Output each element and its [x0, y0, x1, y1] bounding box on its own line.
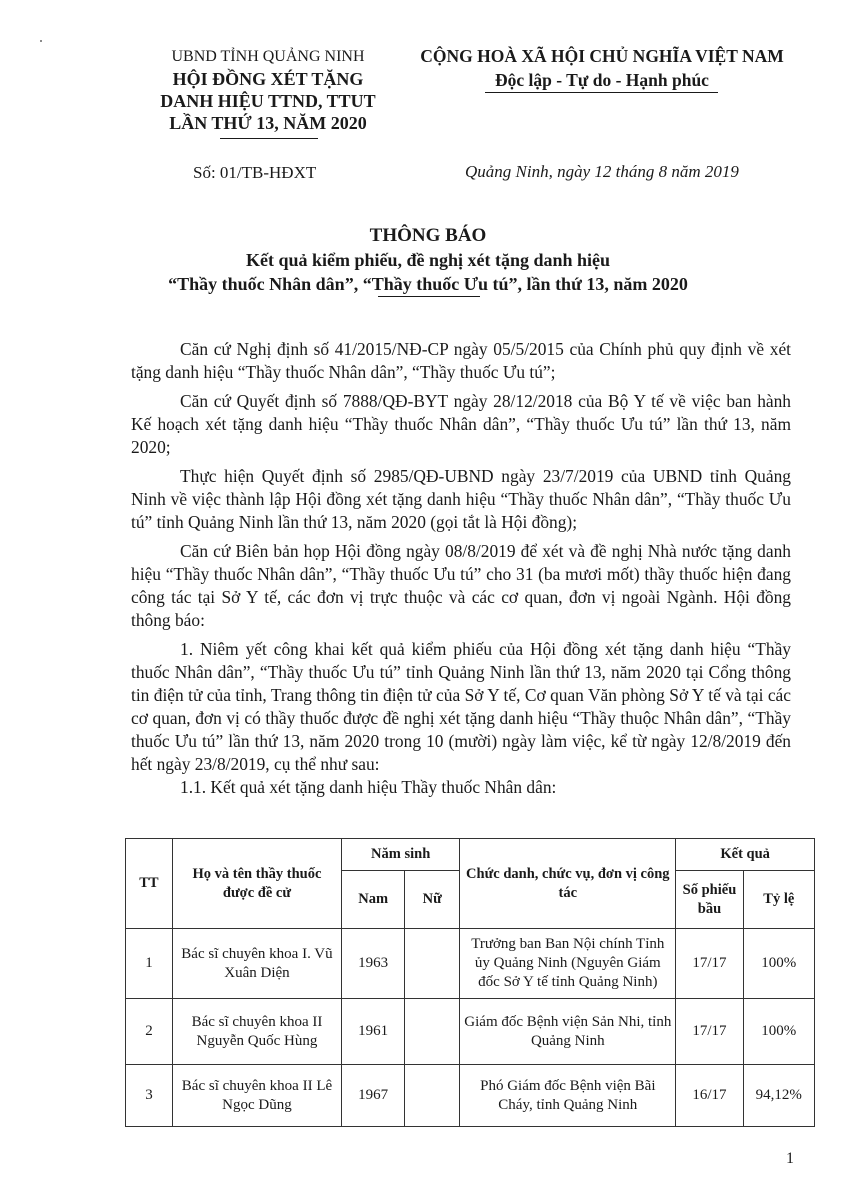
- cell-position: Phó Giám đốc Bệnh viện Bãi Cháy, tỉnh Quảng Ninh: [460, 1065, 676, 1127]
- cell-ratio: 100%: [743, 999, 814, 1065]
- authority-line-4: LẦN THỨ 13, NĂM 2020: [169, 113, 367, 133]
- cell-votes: 16/17: [676, 1065, 743, 1127]
- authority-line-1: UBND TỈNH QUẢNG NINH: [171, 48, 365, 65]
- cell-ratio: 100%: [743, 929, 814, 999]
- cell-votes: 17/17: [676, 999, 743, 1065]
- cell-male: 1961: [342, 999, 405, 1065]
- cell-tt: 2: [126, 999, 173, 1065]
- cell-tt: 1: [126, 929, 173, 999]
- results-table: [125, 838, 815, 1127]
- cell-ratio: 94,12%: [743, 1065, 814, 1127]
- document-title: THÔNG BÁO: [369, 225, 487, 246]
- cell-male: 1967: [342, 1065, 405, 1127]
- header-female: Nữ: [405, 871, 460, 929]
- table-row: [126, 929, 815, 999]
- issuing-authority: [118, 46, 418, 134]
- paragraph-legal-basis-4: Căn cứ Biên bản họp Hội đồng ngày 08/8/2019 để xét và đề nghị Nhà nước tặng danh hiệu “Thầy thuốc Nhân dân”, “Thầy thuốc Ưu tú” cho 31 (ba mươi mốt) thầy thuốc hiện đang công tác tại Sở Y tế, các đơn vị trực thuộc và các cơ quan, đơn vị ngoài Ngành. Hội đồng thông báo:: [131, 541, 791, 630]
- paragraph-legal-basis-1: Căn cứ Nghị định số 41/2015/NĐ-CP ngày 05/5/2015 của Chính phủ quy định về xét tặng danh hiệu “Thầy thuốc Nhân dân”, “Thầy thuốc Ưu tú”;: [131, 339, 791, 382]
- cell-name: Bác sĩ chuyên khoa I. Vũ Xuân Diện: [172, 929, 341, 999]
- place-and-date: Quảng Ninh, ngày 12 tháng 8 năm 2019: [465, 162, 739, 181]
- cell-tt: 3: [126, 1065, 173, 1127]
- page-number: 1: [786, 1150, 794, 1167]
- header-votes: Số phiếu bầu: [676, 871, 743, 929]
- header-tt: TT: [126, 839, 173, 929]
- title-underline: [378, 296, 480, 297]
- motto-underline: [485, 92, 718, 93]
- document-number: Số: 01/TB-HĐXT: [193, 163, 317, 182]
- header-position: Chức danh, chức vụ, đơn vị công tác: [460, 839, 676, 929]
- cell-name: Bác sĩ chuyên khoa II Lê Ngọc Dũng: [172, 1065, 341, 1127]
- cell-position: Giám đốc Bệnh viện Sản Nhi, tỉnh Quảng Ninh: [460, 999, 676, 1065]
- header-birth-year: Năm sinh: [342, 839, 460, 871]
- authority-line-3: DANH HIỆU TTND, TTUT: [160, 91, 376, 111]
- paragraph-legal-basis-2: Căn cứ Quyết định số 7888/QĐ-BYT ngày 28/12/2018 của Bộ Y tế về việc ban hành Kế hoạch xét tặng danh hiệu “Thầy thuốc Nhân dân”, “Thầy thuốc Ưu tú” lần thứ 13, năm 2020;: [131, 391, 791, 457]
- paragraph-legal-basis-3: Thực hiện Quyết định số 2985/QĐ-UBND ngày 23/7/2019 của UBND tỉnh Quảng Ninh về việc thành lập Hội đồng xét tặng danh hiệu “Thầy thuốc Nhân dân”, “Thầy thuốc Ưu tú” tỉnh Quảng Ninh lần thứ 13, năm 2020 (gọi tắt là Hội đồng);: [131, 466, 791, 532]
- cell-votes: 17/17: [676, 929, 743, 999]
- document-subtitle-1: Kết quả kiểm phiếu, đề nghị xét tặng danh hiệu: [245, 250, 611, 270]
- header-male: Nam: [342, 871, 405, 929]
- authority-underline: [220, 138, 318, 139]
- table-row: [126, 1065, 815, 1127]
- authority-line-2: HỘI ĐỒNG XÉT TẶNG: [172, 69, 364, 89]
- motto: Độc lập - Tự do - Hạnh phúc: [495, 70, 709, 90]
- table-row: [126, 999, 815, 1065]
- country-name: CỘNG HOÀ XÃ HỘI CHỦ NGHĨA VIỆT NAM: [420, 46, 784, 66]
- cell-name: Bác sĩ chuyên khoa II Nguyễn Quốc Hùng: [172, 999, 341, 1065]
- paragraph-item-1-1: 1.1. Kết quả xét tặng danh hiệu Thầy thuốc Nhân dân:: [180, 777, 557, 797]
- body-text: [131, 338, 791, 799]
- header-result: Kết quả: [676, 839, 815, 871]
- national-motto: [402, 44, 802, 92]
- paragraph-item-1: 1. Niêm yết công khai kết quả kiểm phiếu của Hội đồng xét tặng danh hiệu “Thầy thuốc Nhân dân”, “Thầy thuốc Ưu tú” tỉnh Quảng Ninh lần thứ 13, năm 2020 tại Cổng thông tin điện tử của tỉnh, Trang thông tin điện tử của Sở Y tế, Cơ quan Văn phòng Sở Y tế và tại các cơ quan, đơn vị có thầy thuốc được đề nghị xét tặng danh hiệu “Thầy thuộc Nhân dân”, “Thầy thuốc Ưu tú” lần thứ 13, năm 2020 trong 10 (mười) ngày làm việc, kể từ ngày 12/8/2019 đến hết ngày 23/8/2019, cụ thể như sau:: [131, 639, 791, 774]
- document-subtitle-2: “Thầy thuốc Nhân dân”, “Thầy thuốc Ưu tú”, lần thứ 13, năm 2020: [168, 274, 688, 294]
- cell-male: 1963: [342, 929, 405, 999]
- header-name: Họ và tên thầy thuốc được đề cử: [172, 839, 341, 929]
- table-header-row: [126, 839, 815, 871]
- cell-female: [405, 1065, 460, 1127]
- scan-speck: [40, 40, 42, 42]
- cell-female: [405, 929, 460, 999]
- cell-position: Trưởng ban Ban Nội chính Tỉnh ủy Quảng Ninh (Nguyên Giám đốc Sở Y tế tỉnh Quảng Ninh): [460, 929, 676, 999]
- cell-female: [405, 999, 460, 1065]
- document-title-block: [100, 224, 756, 296]
- header-ratio: Tỷ lệ: [743, 871, 814, 929]
